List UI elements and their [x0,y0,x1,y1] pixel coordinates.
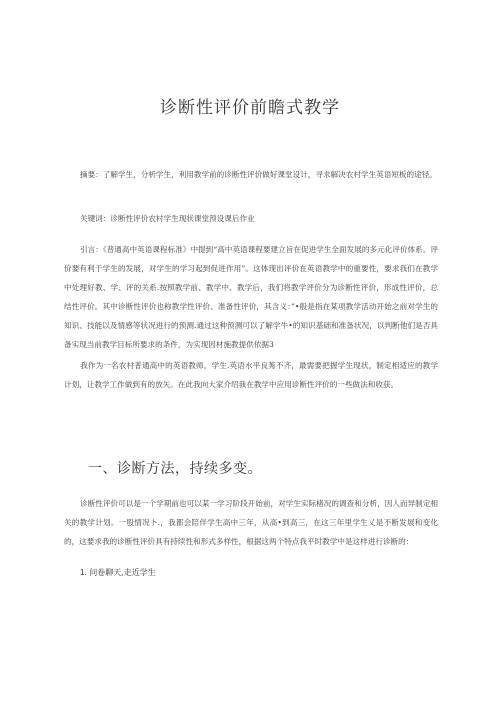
subheading-text: 问卷聊天,走近学生 [89,568,156,577]
keywords-paragraph [64,209,438,228]
subheading-number: 1. [80,568,87,577]
subheading [80,567,156,578]
keywords-text: 关键词：诊断性评价农村学生现状课堂预设课后作业 [80,214,255,223]
self-intro-paragraph [64,356,438,394]
self-intro-text: 我作为一名农村普通高中的英语教师，学生.英语水平良莠不齐，最需要把握学生现状，制定相适应的教学计划，让教学工作做到有的放矢。在此我向大家介绍我在教学中应用诊断性评价的一些做法和收获。 [64,361,438,389]
abstract-text: 摘要：了解学生，分析学生，利用教学前的诊断性评价做好课堂设计，寻求解决农村学生英语短板的途径。 [80,170,437,179]
section-body-text: 诊断性评价可以是一个学期前也可以某一学习阶段开始前，对学生实际楮况的调查和分析，因人而异制定相关的教学计划。一股情况卜.，我都会陪伴学生高中三年，从高•到高三，在这三年里学生乂是不断发展和变化的，这要求我的诊断性评价具有持续性和形式多样性，根据这两个特点我平时教学中是这样进行诊断的： [64,499,438,546]
section-body-paragraph [64,494,438,551]
intro-paragraph [64,240,438,354]
intro-text: 引言：《普通高中英语课程标准》中提到“高中英语课程要建立旨在促进学生全面发展的多元化评价体系。评价要有利于学生的发展，对学生的学习起到促进作用”。这体现出评价在英语教学中的重要性，要求我们在教学中处理好教、学、评的关系.按照教学前、教学中、教学后，我们将教学评价分为诊断性评价，形成性评价，总结性评价。其中诊断性评价也称教学性评价、准备性评价，其含义：”•般是指在某项教学活动开始之前对学生的知识、技能以及情感等状况进行的预测.通过这种预测可以了解学牛•的知识基础和准备状况，以判断他们是否具备实现当前教学目标所要求的条件，为实现因材施教提供依据3 [64,245,438,349]
abstract-paragraph [64,165,438,184]
document-title: 诊断性评价前瞻式教学 [160,98,340,118]
section-heading: 一、诊断方法，持续多变。 [88,461,262,477]
